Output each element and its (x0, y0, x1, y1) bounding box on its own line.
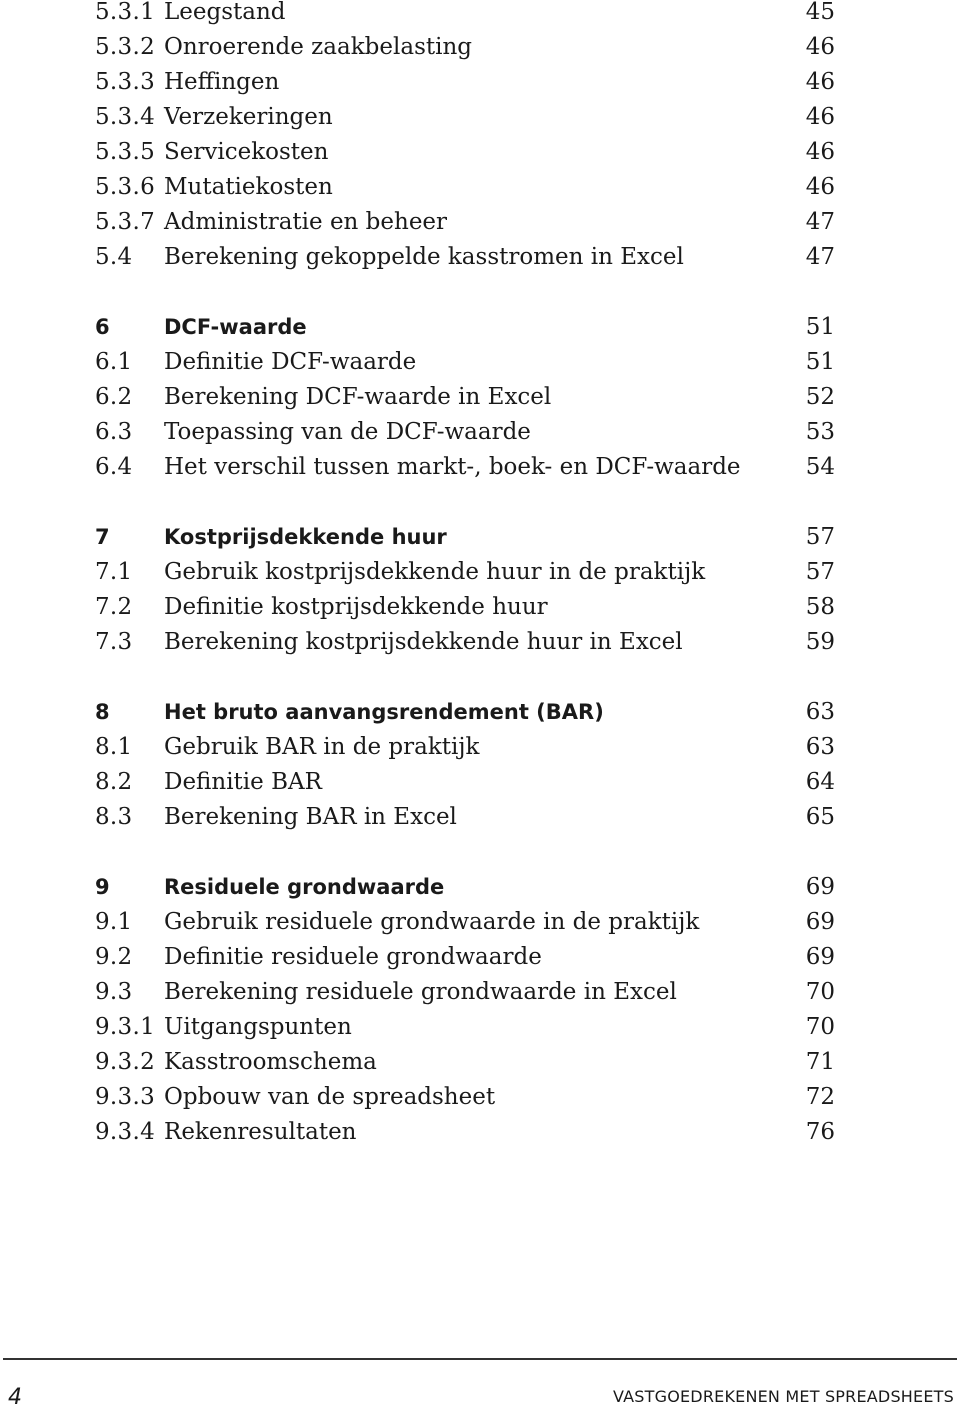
toc-entry[interactable] (95, 210, 835, 245)
page-number: 63 (805, 734, 835, 760)
page-number: 71 (805, 1049, 835, 1075)
toc-chapter-heading[interactable] (95, 315, 835, 350)
toc-entry[interactable] (95, 35, 835, 70)
section-title: Rekenresultaten (164, 1119, 357, 1145)
toc-entry[interactable] (95, 735, 835, 770)
page-number: 57 (805, 524, 835, 550)
toc-entry[interactable] (95, 770, 835, 805)
footer-divider (3, 1358, 957, 1360)
section-title: Gebruik kostprijsdekkende huur in de praktijk (164, 559, 706, 585)
section-title: Gebruik residuele grondwaarde in de praktijk (164, 909, 700, 935)
table-of-contents (95, 0, 835, 1155)
section-number: 5.3.5 (95, 139, 156, 165)
section-number: 8.3 (95, 804, 133, 830)
section-title: Berekening residuele grondwaarde in Excel (164, 979, 677, 1005)
toc-entry[interactable] (95, 910, 835, 945)
page-number: 70 (805, 1014, 835, 1040)
toc-entry[interactable] (95, 245, 835, 280)
section-number: 8.2 (95, 769, 133, 795)
page-number: 65 (805, 804, 835, 830)
section-title: Definitie DCF-waarde (164, 349, 417, 375)
page-number: 59 (805, 629, 835, 655)
toc-entry[interactable] (95, 350, 835, 385)
section-number: 5.3.2 (95, 34, 156, 60)
page-number: 64 (805, 769, 835, 795)
section-number: 9.3.4 (95, 1119, 156, 1145)
section-title: Berekening BAR in Excel (164, 804, 457, 830)
page-number: 70 (805, 979, 835, 1005)
toc-chapter-heading[interactable] (95, 700, 835, 735)
toc-entry[interactable] (95, 805, 835, 840)
section-spacer (95, 280, 835, 315)
chapter-number: 6 (95, 315, 110, 339)
page-number: 69 (805, 874, 835, 900)
section-title: Definitie BAR (164, 769, 322, 795)
toc-entry[interactable] (95, 1120, 835, 1155)
page-number: 52 (805, 384, 835, 410)
section-spacer (95, 840, 835, 875)
toc-entry[interactable] (95, 420, 835, 455)
page-number: 53 (805, 419, 835, 445)
section-number: 9.3.2 (95, 1049, 156, 1075)
section-number: 5.3.7 (95, 209, 156, 235)
chapter-number: 7 (95, 525, 110, 549)
toc-entry[interactable] (95, 0, 835, 35)
toc-entry[interactable] (95, 175, 835, 210)
toc-entry[interactable] (95, 1015, 835, 1050)
section-title: Het verschil tussen markt-, boek- en DCF-waarde (164, 454, 741, 480)
section-number: 9.1 (95, 909, 133, 935)
section-title: Heffingen (164, 69, 280, 95)
section-title: Berekening kostprijsdekkende huur in Excel (164, 629, 683, 655)
section-number: 9.3.3 (95, 1084, 156, 1110)
section-title: Mutatiekosten (164, 174, 333, 200)
page-number: 76 (805, 1119, 835, 1145)
section-number: 9.3 (95, 979, 133, 1005)
page-number: 47 (805, 244, 835, 270)
section-spacer (95, 490, 835, 525)
toc-entry[interactable] (95, 630, 835, 665)
section-title: Onroerende zaakbelasting (164, 34, 473, 60)
toc-chapter-heading[interactable] (95, 525, 835, 560)
section-title: Definitie residuele grondwaarde (164, 944, 542, 970)
page-number: 46 (805, 34, 835, 60)
page-number: 58 (805, 594, 835, 620)
page-number: 51 (805, 314, 835, 340)
section-title: Gebruik BAR in de praktijk (164, 734, 480, 760)
toc-entry[interactable] (95, 560, 835, 595)
section-number: 7.1 (95, 559, 133, 585)
toc-entry[interactable] (95, 140, 835, 175)
section-number: 5.3.1 (95, 0, 156, 25)
section-title: Administratie en beheer (164, 209, 448, 235)
section-title: Opbouw van de spreadsheet (164, 1084, 496, 1110)
toc-chapter-heading[interactable] (95, 875, 835, 910)
page-number: 46 (805, 174, 835, 200)
toc-entry[interactable] (95, 455, 835, 490)
page-number: 69 (805, 944, 835, 970)
section-number: 6.4 (95, 454, 133, 480)
chapter-number: 9 (95, 875, 110, 899)
section-title: Berekening DCF-waarde in Excel (164, 384, 552, 410)
page-number: 51 (805, 349, 835, 375)
section-number: 5.3.4 (95, 104, 156, 130)
section-title: Berekening gekoppelde kasstromen in Excel (164, 244, 684, 270)
page-number: 63 (805, 699, 835, 725)
section-number: 5.3.3 (95, 69, 156, 95)
page-number: 69 (805, 909, 835, 935)
section-title: Kasstroomschema (164, 1049, 377, 1075)
section-number: 6.2 (95, 384, 133, 410)
page-number: 45 (805, 0, 835, 25)
page-number: 57 (805, 559, 835, 585)
page-number: 47 (805, 209, 835, 235)
section-title: Verzekeringen (164, 104, 333, 130)
section-title: Servicekosten (164, 139, 329, 165)
section-number: 5.3.6 (95, 174, 156, 200)
page-number: 46 (805, 69, 835, 95)
section-spacer (95, 665, 835, 700)
section-title: Leegstand (164, 0, 286, 25)
section-number: 6.3 (95, 419, 133, 445)
toc-entry[interactable] (95, 1085, 835, 1120)
section-number: 5.4 (95, 244, 133, 270)
toc-entry[interactable] (95, 1050, 835, 1085)
toc-entry[interactable] (95, 385, 835, 420)
section-title: Toepassing van de DCF-waarde (164, 419, 531, 445)
footer-page-number: 4 (8, 1385, 22, 1410)
chapter-title: Residuele grondwaarde (164, 875, 445, 899)
toc-entry[interactable] (95, 105, 835, 140)
section-title: Definitie kostprijsdekkende huur (164, 594, 548, 620)
page-number: 46 (805, 139, 835, 165)
section-number: 7.2 (95, 594, 133, 620)
page-number: 72 (805, 1084, 835, 1110)
chapter-title: DCF-waarde (164, 315, 307, 339)
toc-entry[interactable] (95, 70, 835, 105)
toc-entry[interactable] (95, 980, 835, 1015)
page-number: 46 (805, 104, 835, 130)
section-number: 6.1 (95, 349, 133, 375)
toc-entry[interactable] (95, 945, 835, 980)
page-number: 54 (805, 454, 835, 480)
footer-book-title: VASTGOEDREKENEN MET SPREADSHEETS (613, 1387, 954, 1406)
section-number: 9.2 (95, 944, 133, 970)
chapter-title: Kostprijsdekkende huur (164, 525, 447, 549)
section-number: 7.3 (95, 629, 133, 655)
section-title: Uitgangspunten (164, 1014, 352, 1040)
section-number: 9.3.1 (95, 1014, 156, 1040)
toc-entry[interactable] (95, 595, 835, 630)
chapter-title: Het bruto aanvangsrendement (BAR) (164, 700, 604, 724)
section-number: 8.1 (95, 734, 133, 760)
chapter-number: 8 (95, 700, 110, 724)
